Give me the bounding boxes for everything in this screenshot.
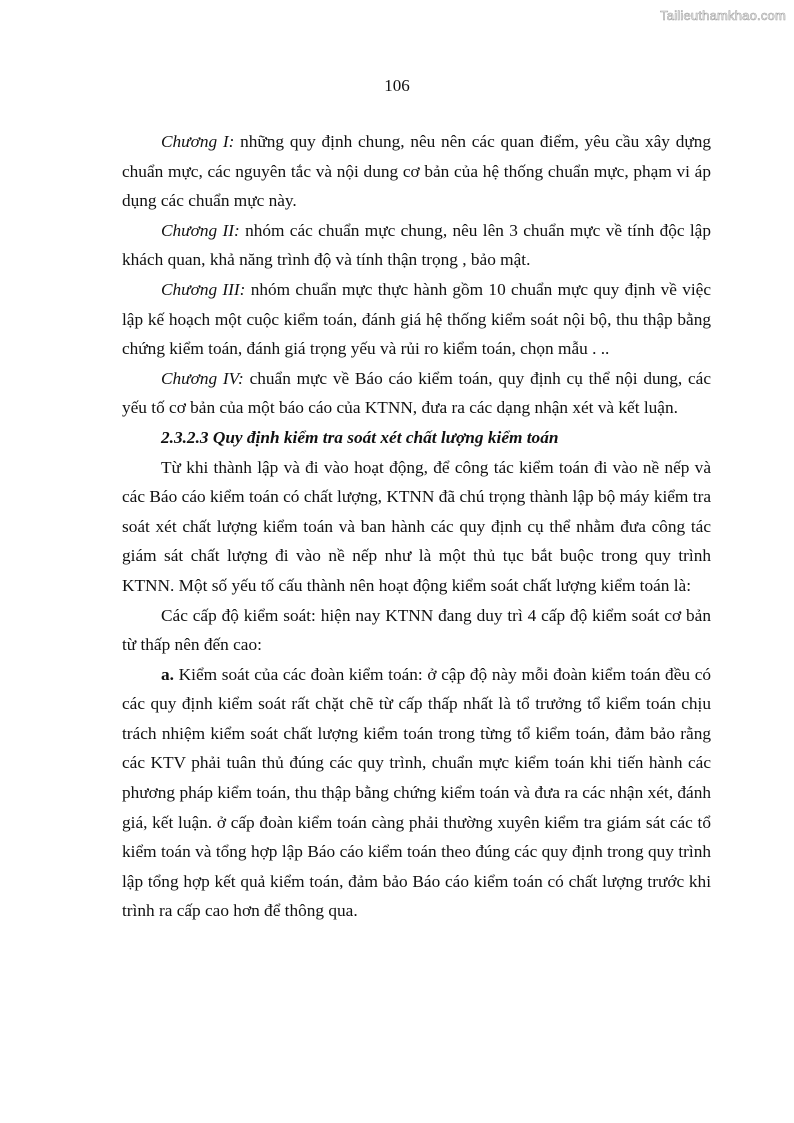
section-heading: 2.3.2.3 Quy định kiểm tra soát xét chất lượng kiểm toán bbox=[161, 427, 559, 447]
chapter-2-text: nhóm các chuẩn mực chung, nêu lên 3 chuẩn mực về tính độc lập khách quan, khả năng trình độ và tính thận trọng , bảo mật. bbox=[122, 220, 711, 270]
paragraph-chapter-3 bbox=[122, 275, 711, 364]
paragraph-chapter-4 bbox=[122, 364, 711, 423]
chapter-2-label: Chương II: bbox=[161, 220, 240, 240]
watermark-text: Tailieuthamkhao.com bbox=[660, 8, 786, 23]
paragraph-chapter-1 bbox=[122, 127, 711, 216]
page-number: 106 bbox=[384, 76, 410, 95]
item-a-marker: a. bbox=[161, 664, 174, 684]
chapter-1-label: Chương I: bbox=[161, 132, 235, 151]
paragraph-chapter-2 bbox=[122, 216, 711, 275]
paragraph-intro: Từ khi thành lập và đi vào hoạt động, để công tác kiểm toán đi vào nề nếp và các Báo cáo kiểm toán có chất lượng, KTNN đã chú trọng thành lập bộ máy kiểm tra soát xét chất lượng kiểm toán và ban hành các quy định cụ thể nhằm đưa công tác giám sát chất lượng đi vào nề nếp như là một thủ tục bắt buộc trong quy trình KTNN. Một số yếu tố cấu thành nên hoạt động kiểm soát chất lượng kiểm toán là: bbox=[122, 457, 711, 595]
chapter-4-label: Chương IV: bbox=[161, 368, 244, 388]
document-body bbox=[122, 127, 711, 926]
chapter-1-text: những quy định chung, nêu nên các quan điểm, yêu cầu xây dựng chuẩn mực, các nguyên tắc và nội dung cơ bản của hệ thống chuẩn mực, phạm vi áp dụng các chuẩn mực này. bbox=[122, 132, 711, 211]
item-a-text: Kiểm soát của các đoàn kiểm toán: ở cập độ này mỗi đoàn kiểm toán đều có các quy định kiểm soát rất chặt chẽ từ cấp thấp nhất là tổ trưởng tổ kiểm toán chịu trách nhiệm kiểm soát chất lượng kiểm toán trong từng tổ kiểm toán, đảm bảo rằng các KTV phải tuân thủ đúng các quy trình, chuẩn mực kiểm toán khi tiến hành các phương pháp kiểm toán, thu thập bằng chứng kiểm toán và đưa ra các nhận xét, đánh giá, kết luận. ở cấp đoàn kiểm toán càng phải thường xuyên kiểm tra giám sát các tổ kiểm toán và tổng hợp lập Báo cáo kiểm toán theo đúng các quy định trong quy trình lập tổng hợp kết quả kiểm toán, đảm bảo Báo cáo kiểm toán có chất lượng trước khi trình ra cấp cao hơn để thông qua. bbox=[122, 664, 711, 921]
chapter-3-label: Chương III: bbox=[161, 279, 246, 299]
paragraph-item-a bbox=[122, 660, 711, 926]
chapter-4-text: chuẩn mực về Báo cáo kiểm toán, quy định cụ thể nội dung, các yếu tố cơ bản của một báo cáo của KTNN, đưa ra các dạng nhận xét và kết luận. bbox=[122, 368, 711, 418]
paragraph-control-levels: Các cấp độ kiểm soát: hiện nay KTNN đang duy trì 4 cấp độ kiểm soát cơ bản từ thấp nên đến cao: bbox=[122, 605, 711, 655]
chapter-3-text: nhóm chuẩn mực thực hành gồm 10 chuẩn mực quy định về việc lập kế hoạch một cuộc kiểm toán, đánh giá hệ thống kiểm soát nội bộ, thu thập bằng chứng kiểm toán, đánh giá trọng yếu và rủi ro kiểm toán, chọn mẫu . .. bbox=[122, 279, 711, 359]
